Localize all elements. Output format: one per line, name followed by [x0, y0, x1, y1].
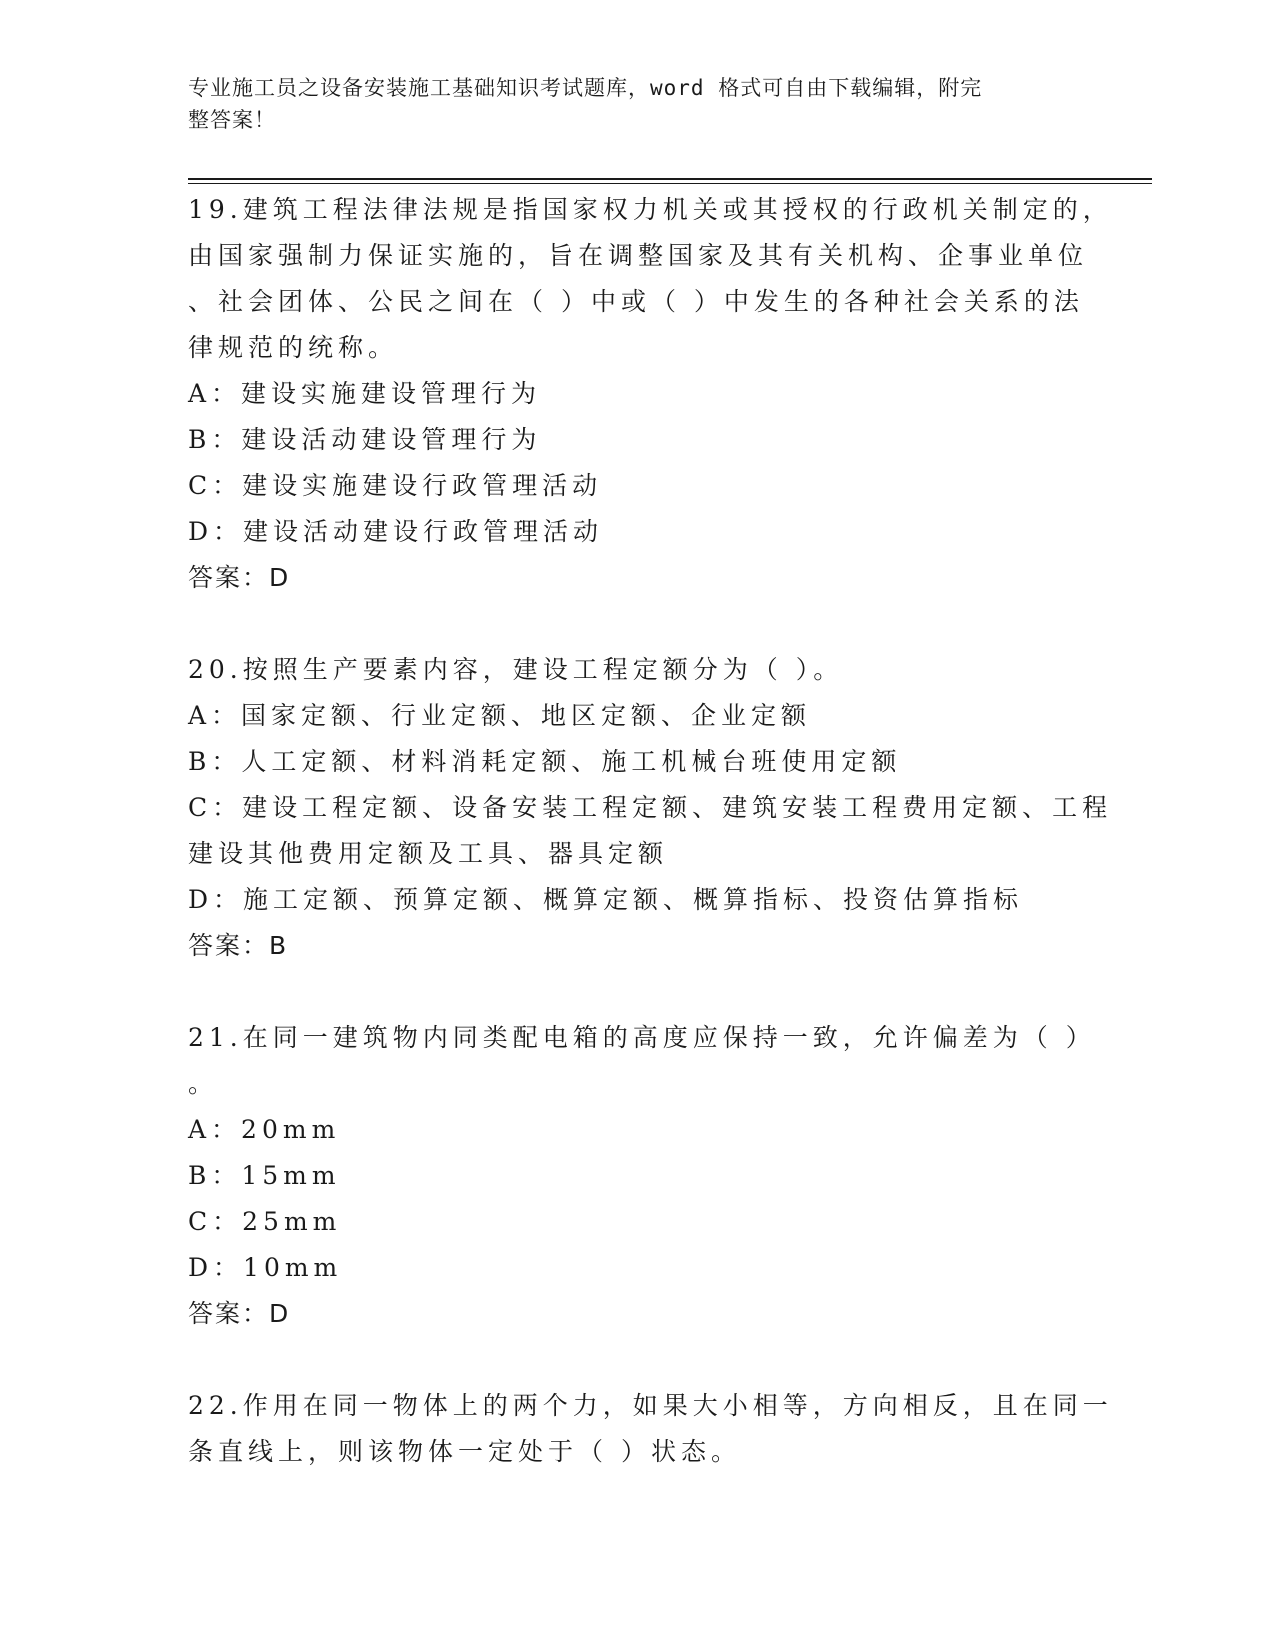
- option-d: D：施工定额、预算定额、概算定额、概算指标、投资估算指标: [188, 885, 1024, 914]
- header-rule-thin: [188, 183, 1152, 184]
- question-20: [188, 647, 1113, 969]
- option-c-continued: 建设其他费用定额及工具、器具定额: [188, 839, 669, 868]
- question-text-line: 21.在同一建筑物内同类配电箱的高度应保持一致，允许偏差为（ ）: [188, 1023, 1096, 1052]
- question-19: [188, 187, 1113, 601]
- answer-label: 答案：D: [188, 1299, 291, 1328]
- header-rule-thick: [188, 178, 1152, 180]
- option-d: D：建设活动建设行政管理活动: [188, 517, 604, 546]
- question-text-line: 由国家强制力保证实施的，旨在调整国家及其有关机构、企事业单位: [188, 241, 1089, 270]
- question-text-line: 律规范的统称。: [188, 333, 399, 362]
- question-text-line: 、社会团体、公民之间在（ ）中或（ ）中发生的各种社会关系的法: [188, 287, 1084, 316]
- answer-label: 答案：B: [188, 931, 289, 960]
- question-21: [188, 1015, 1096, 1337]
- option-b: B：建设活动建设管理行为: [188, 425, 542, 454]
- question-text-line: 20.按照生产要素内容，建设工程定额分为（ ）。: [188, 655, 844, 684]
- document-header: [188, 72, 1068, 136]
- question-text-line: 19.建筑工程法律法规是指国家权力机关或其授权的行政机关制定的，: [188, 195, 1113, 224]
- answer-label: 答案：D: [188, 563, 291, 592]
- option-c: C：25mm: [188, 1207, 342, 1236]
- option-c: C：建设实施建设行政管理活动: [188, 471, 603, 500]
- option-b: B：15mm: [188, 1161, 341, 1190]
- header-line-2: 整答案！: [188, 108, 276, 132]
- option-a: A：国家定额、行业定额、地区定额、企业定额: [188, 701, 812, 730]
- header-line-1: 专业施工员之设备安装施工基础知识考试题库，word 格式可自由下载编辑，附完: [188, 76, 983, 100]
- question-22: [188, 1383, 1113, 1475]
- question-list: [188, 187, 1113, 1521]
- question-text-line: 22.作用在同一物体上的两个力，如果大小相等，方向相反，且在同一: [188, 1391, 1113, 1420]
- question-text-line: 条直线上，则该物体一定处于（ ）状态。: [188, 1437, 741, 1466]
- option-b: B：人工定额、材料消耗定额、施工机械台班使用定额: [188, 747, 902, 776]
- option-a: A：20mm: [188, 1115, 341, 1144]
- question-text-line: 。: [188, 1069, 219, 1098]
- option-c: C：建设工程定额、设备安装工程定额、建筑安装工程费用定额、工程: [188, 793, 1113, 822]
- option-a: A：建设实施建设管理行为: [188, 379, 542, 408]
- option-d: D：10mm: [188, 1253, 343, 1282]
